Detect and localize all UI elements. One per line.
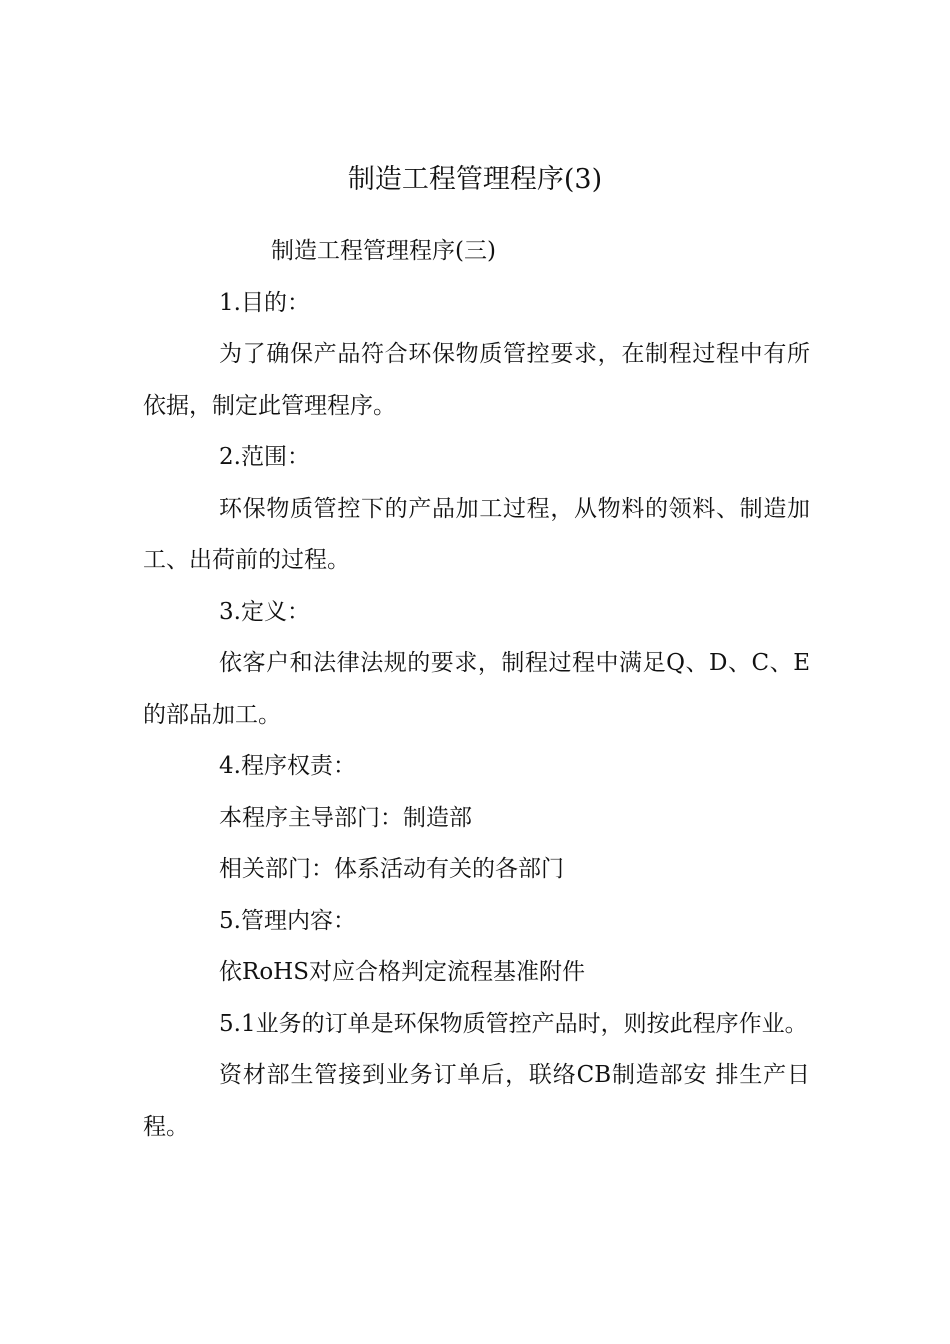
document-subtitle: 制造工程管理程序(三) bbox=[271, 238, 496, 264]
paragraph-related-departments: 相关部门：体系活动有关的各部门 bbox=[219, 856, 564, 882]
section-heading-definition: 3.定义： bbox=[219, 598, 310, 625]
document-title: 制造工程管理程序(3) bbox=[347, 164, 603, 195]
section-heading-purpose: 1.目的： bbox=[219, 289, 310, 316]
paragraph-5-1: 5.1业务的订单是环保物质管控产品时，则按此程序作业。 bbox=[219, 1010, 808, 1037]
section-heading-responsibility: 4.程序权责： bbox=[219, 753, 356, 779]
paragraph-definition: 依客户和法律法规的要求，制程过程中满足Q、D、C、E的部品加工。 bbox=[143, 650, 810, 728]
paragraph-scheduling: 资材部生管接到业务订单后，联络CB制造部安 排生产日程。 bbox=[143, 1062, 810, 1140]
paragraph-lead-department: 本程序主导部门：制造部 bbox=[219, 804, 472, 831]
paragraph-scope: 环保物质管控下的产品加工过程，从物料的领料、制造加工、出荷前的过程。 bbox=[143, 495, 810, 573]
section-heading-management: 5.管理内容： bbox=[219, 907, 356, 934]
document-body bbox=[143, 226, 810, 1153]
paragraph-rohs-reference: 依RoHS对应合格判定流程基准附件 bbox=[219, 959, 585, 985]
section-heading-scope: 2.范围： bbox=[219, 444, 310, 470]
paragraph-purpose: 为了确保产品符合环保物质管控要求，在制程过程中有所依据，制定此管理程序。 bbox=[143, 341, 810, 419]
